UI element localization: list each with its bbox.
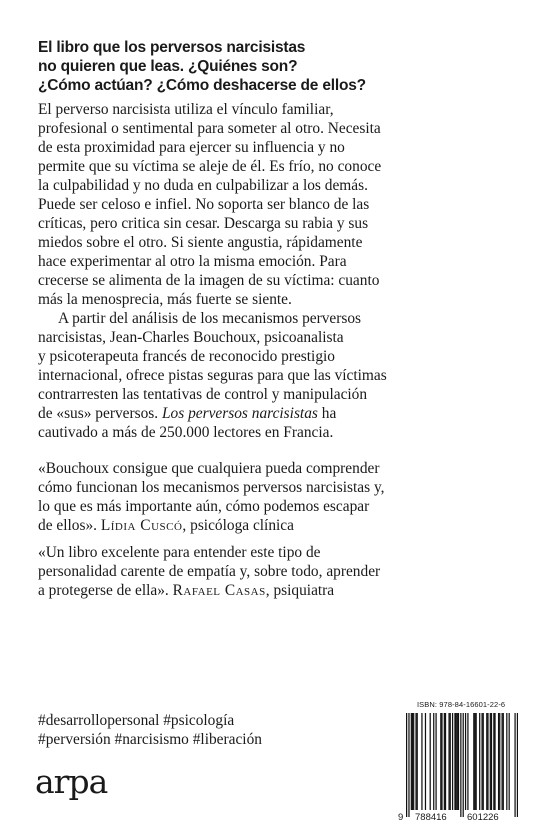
barcode-bar — [415, 713, 416, 810]
text-line: de esta proximidad para ejercer su influencia y no — [38, 139, 345, 156]
text-line: contrarresten las tentativas de control y manipulación — [38, 386, 368, 403]
barcode-bar — [452, 713, 453, 810]
barcode-bar — [514, 713, 515, 817]
heading-line: ¿Cómo actúan? ¿Cómo deshacerse de ellos? — [38, 77, 366, 94]
isbn-barcode — [398, 713, 518, 823]
text-line: internacional, ofrece pistas seguras para que las víctimas — [38, 367, 387, 384]
review-quote-2 — [38, 543, 528, 600]
barcode-bar — [473, 713, 474, 810]
quote-author: Rafael Casas — [172, 582, 266, 599]
barcode-bar — [517, 713, 518, 817]
text-line: miedos sobre el otro. Si siente angustia, rápidamente — [38, 234, 363, 251]
barcode-bar — [441, 713, 442, 810]
barcode-bar — [458, 713, 459, 810]
text-line: «Bouchoux consigue que cualquiera pueda comprender — [38, 460, 380, 477]
text-line: narcisistas, Jean-Charles Bouchoux, psicoanalista — [38, 329, 344, 346]
barcode-bar — [421, 713, 422, 810]
text-fragment: ha — [317, 405, 337, 422]
barcode-bar — [412, 713, 413, 810]
barcode-bar — [411, 713, 412, 810]
barcode-bar — [445, 713, 446, 810]
text-line — [38, 516, 528, 535]
text-line: profesional o sentimental para someter al otro. Necesita — [38, 120, 381, 137]
barcode-bar — [490, 713, 491, 810]
text-line: «Un libro excelente para entender este tipo de — [38, 544, 321, 561]
text-line: A partir del análisis de los mecanismos perversos — [58, 310, 362, 327]
barcode-bar — [498, 713, 499, 810]
barcode-bars — [406, 713, 518, 817]
author-paragraph — [38, 309, 528, 442]
hashtags — [38, 711, 262, 749]
barcode-bar — [509, 713, 510, 810]
barcode-bar — [499, 713, 500, 810]
barcode-bar — [460, 713, 461, 817]
text-fragment: a protegerse de ella». — [38, 582, 173, 599]
barcode-bar — [444, 713, 445, 810]
barcode-bar — [501, 713, 502, 810]
barcode-bar — [467, 713, 468, 810]
barcode-bar — [483, 713, 484, 810]
barcode-bar — [448, 713, 449, 810]
barcode-bar — [481, 713, 482, 810]
text-line: la culpabilidad y no duda en culpabilizar a los demás. — [38, 177, 368, 194]
barcode-bar — [506, 713, 507, 810]
barcode-bar — [430, 713, 431, 810]
text-line: críticas, pero critica sin cesar. Descarga su rabia y sus — [38, 215, 369, 232]
text-line: personalidad carente de empatía y, sobre todo, aprender — [38, 563, 381, 580]
hashtag-line: #perversión #narcisismo #liberación — [38, 731, 262, 748]
heading-line: no quieren que leas. ¿Quiénes son? — [38, 58, 298, 75]
text-line: lo que es más importante aún, cómo podemos escapar — [38, 498, 370, 515]
text-fragment: de «sus» perversos. — [38, 405, 159, 422]
barcode-bar — [435, 713, 436, 810]
barcode-bar — [463, 713, 464, 817]
barcode-bar — [425, 713, 426, 810]
barcode-bar — [486, 713, 487, 810]
text-line — [38, 581, 528, 600]
barcode-bar — [456, 713, 457, 810]
barcode-bar — [406, 713, 407, 817]
text-line: permite que su víctima se aleje de él. Es frío, no conoce — [38, 158, 382, 175]
barcode-digit-first: 9 — [398, 812, 404, 823]
text-fragment: de ellos». — [38, 517, 101, 534]
synopsis-paragraph — [38, 100, 528, 309]
barcode-bar — [487, 713, 488, 810]
barcode-bar — [408, 713, 409, 817]
text-line: cautivado a más de 250.000 lectores en Francia. — [38, 424, 334, 441]
barcode-bar — [476, 713, 477, 810]
isbn-label: ISBN: 978-84-16601-22-6 — [417, 700, 506, 709]
text-line: más la menosprecia, más fuerte se siente. — [38, 291, 292, 308]
barcode-bar — [491, 713, 492, 810]
barcode-digits-left: 788416 — [415, 812, 447, 823]
barcode-digits — [398, 812, 518, 826]
text-line: y psicoterapeuta francés de reconocido prestigio — [38, 348, 335, 365]
barcode-bar — [454, 713, 455, 810]
quote-author-role: , psiquiatra — [265, 582, 335, 599]
heading-line: El libro que los perversos narcisistas — [38, 39, 306, 56]
barcode-bar — [494, 713, 495, 810]
barcode-bar — [479, 713, 480, 810]
barcode-bar — [474, 713, 475, 810]
review-quote-1 — [38, 459, 528, 535]
barcode-bar — [417, 713, 418, 810]
back-cover-heading — [38, 38, 518, 95]
text-line: crecerse se alimenta de la imagen de su víctima: cuanto — [38, 272, 380, 289]
barcode-bar — [440, 713, 441, 810]
publisher-logo: arpa — [35, 762, 108, 801]
book-title: Los perversos narcisistas — [161, 405, 318, 422]
quote-author-role: , psicóloga clínica — [182, 517, 294, 534]
text-line: cómo funcionan los mecanismos perversos narcisistas y, — [38, 479, 385, 496]
quote-author: Lídia Cuscó — [100, 517, 183, 534]
barcode-bar — [457, 713, 458, 810]
barcode-bar — [465, 713, 466, 810]
barcode-bar — [493, 713, 494, 810]
barcode-bar — [433, 713, 434, 810]
text-line — [38, 404, 528, 423]
text-line: Puede ser celoso e infiel. No soporta ser blanco de las — [38, 196, 370, 213]
barcode-digits-right: 601226 — [467, 812, 499, 823]
hashtag-line: #desarrollopersonal #psicología — [38, 712, 235, 729]
barcode-bar — [413, 713, 414, 810]
text-line: hace experimentar al otro la misma emoción. Para — [38, 253, 347, 270]
text-line: El perverso narcisista utiliza el vínculo familiar, — [38, 101, 334, 118]
barcode-bar — [503, 713, 504, 810]
barcode-bar — [450, 713, 451, 810]
